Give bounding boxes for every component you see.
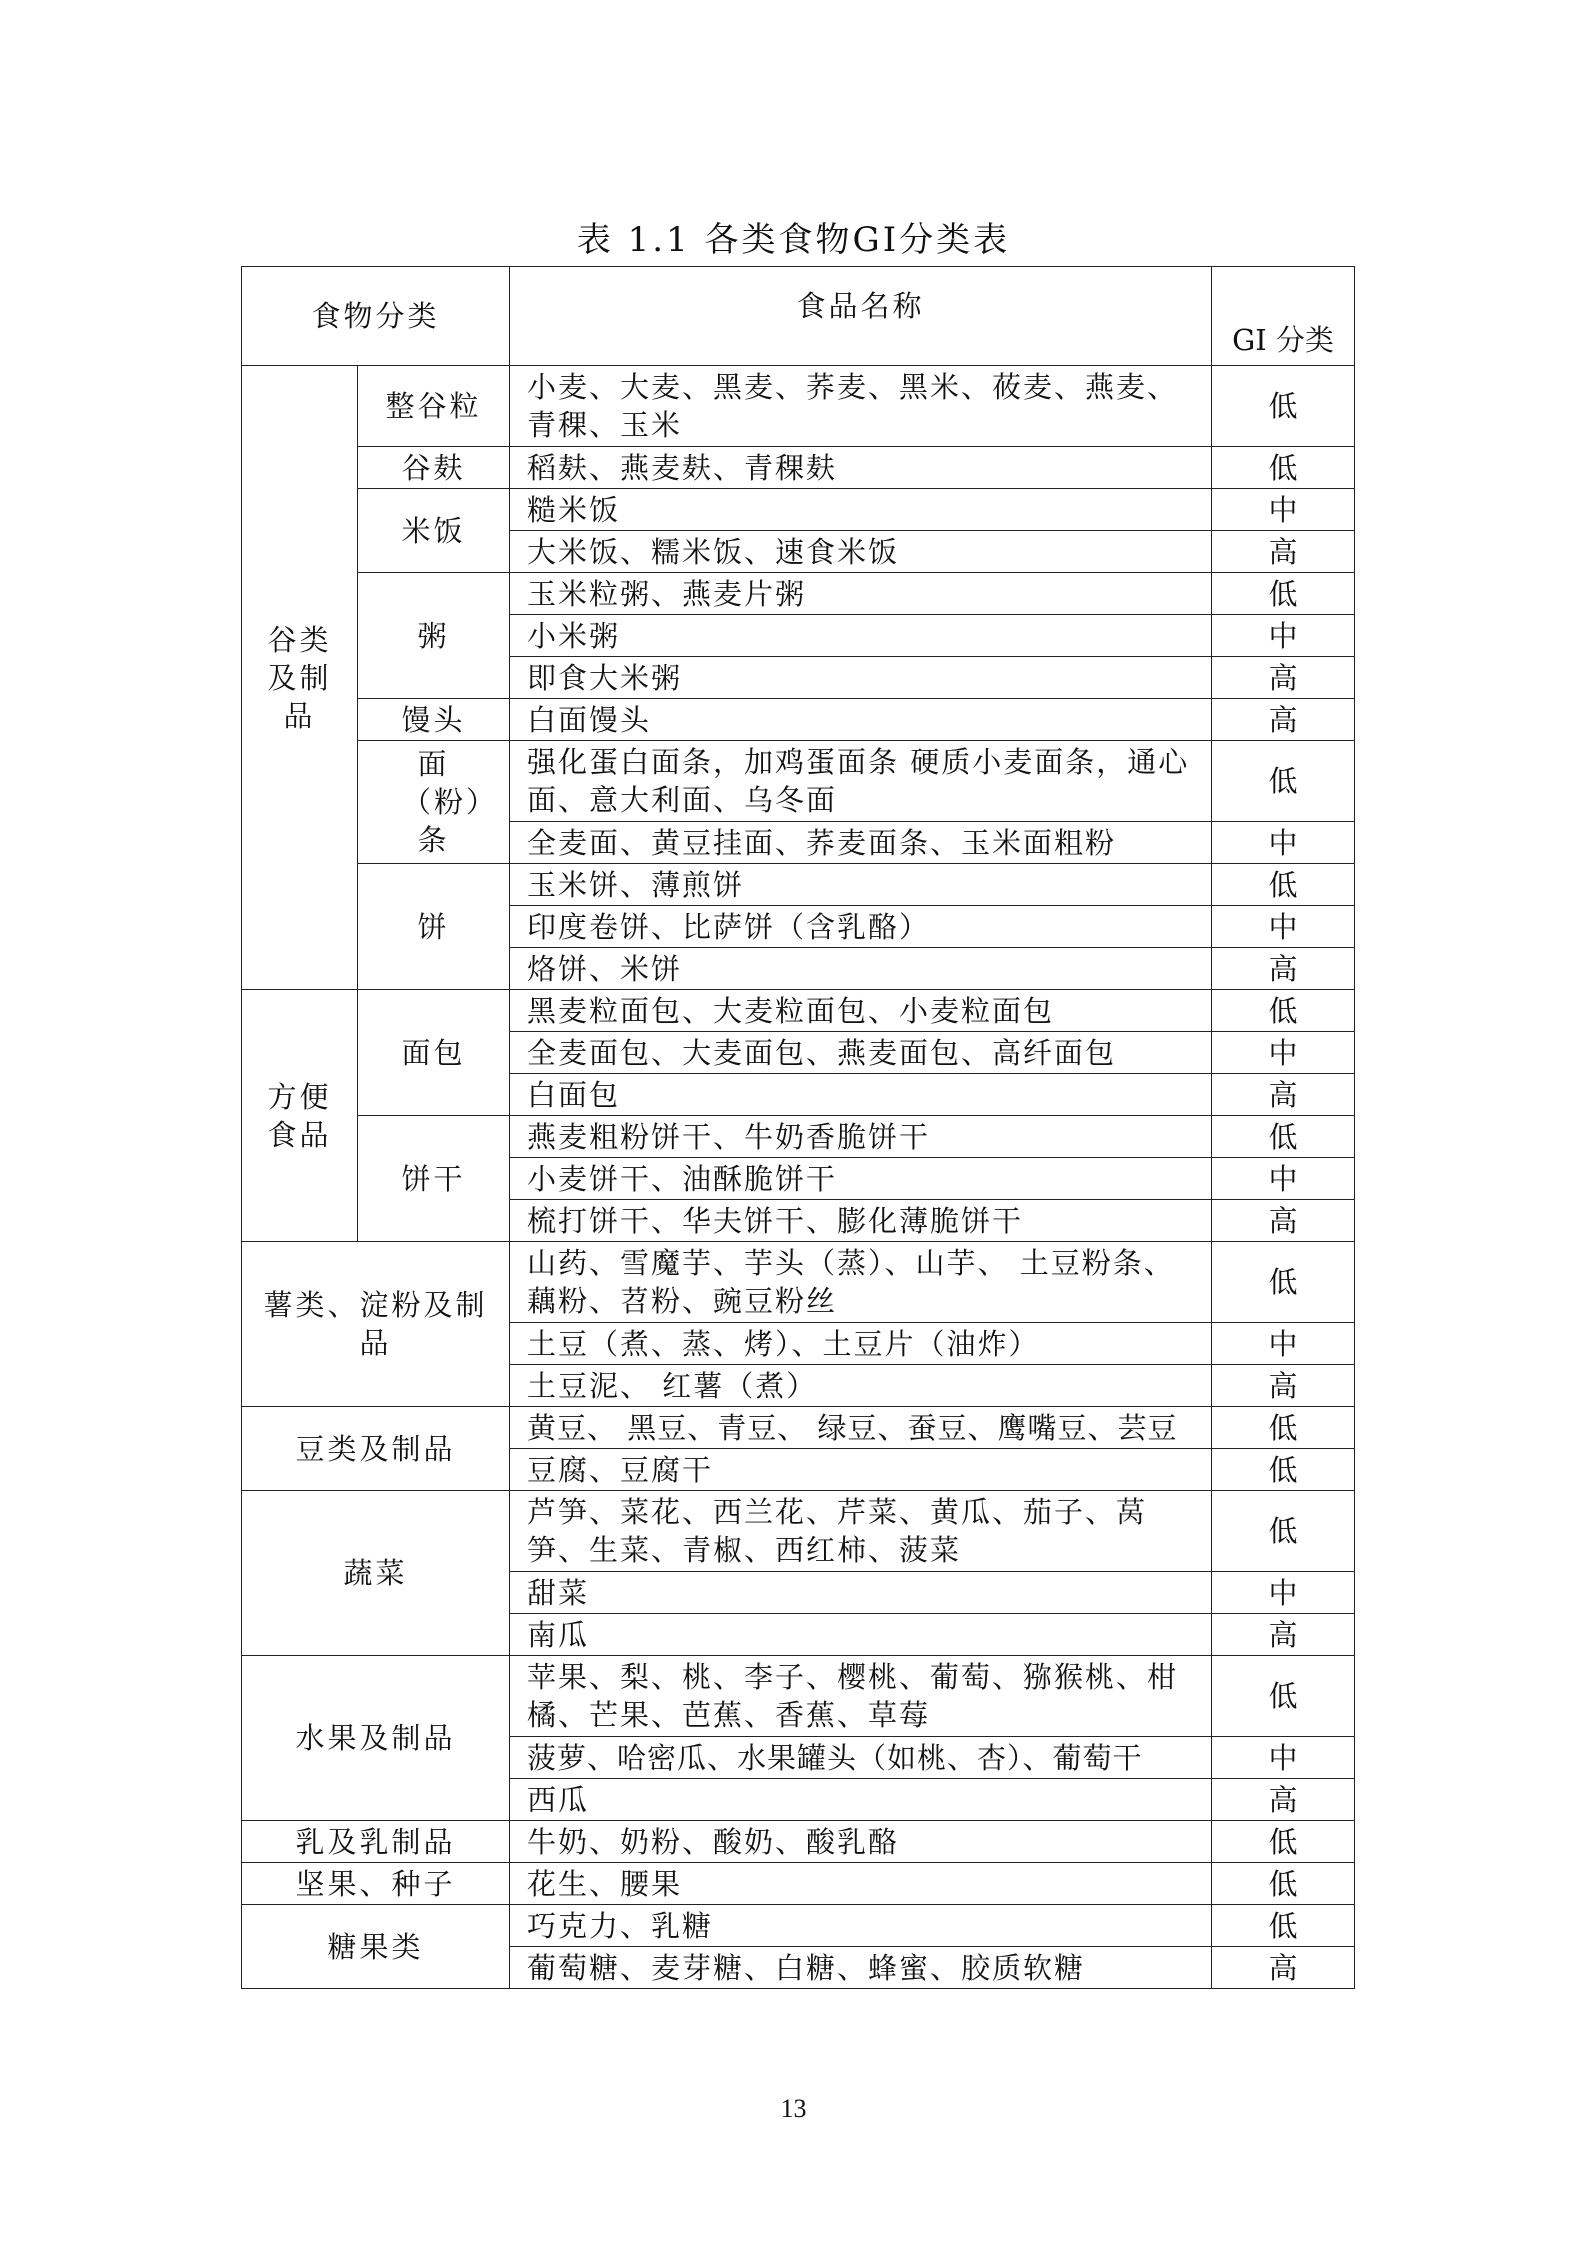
group-cell: 豆类及制品 (242, 1407, 510, 1491)
group-cell: 糖果类 (242, 1905, 510, 1989)
food-name-cell: 大米饭、糯米饭、速食米饭 (510, 531, 1212, 573)
gi-cell: 低 (1212, 1821, 1355, 1863)
food-name-cell: 印度卷饼、比萨饼（含乳酪） (510, 906, 1212, 948)
food-name-cell: 小麦饼干、油酥脆饼干 (510, 1158, 1212, 1200)
food-name-cell: 黑麦粒面包、大麦粒面包、小麦粒面包 (510, 990, 1212, 1032)
group-cell: 乳及乳制品 (242, 1821, 510, 1863)
gi-cell: 低 (1212, 864, 1355, 906)
food-name-cell: 土豆（煮、蒸、烤）、土豆片（油炸） (510, 1323, 1212, 1365)
subgroup-cell: 馒头 (358, 699, 510, 741)
gi-cell: 中 (1212, 489, 1355, 531)
header-gi: GI 分类 (1212, 267, 1355, 366)
subgroup-cell: 面包 (358, 990, 510, 1116)
food-name-cell: 西瓜 (510, 1779, 1212, 1821)
food-name-cell: 土豆泥、 红薯（煮） (510, 1365, 1212, 1407)
gi-cell: 低 (1212, 1449, 1355, 1491)
subgroup-cell: 粥 (358, 573, 510, 699)
table-row (242, 699, 1355, 741)
gi-cell: 中 (1212, 1158, 1355, 1200)
table-row (242, 447, 1355, 489)
header-food-name: 食品名称 (510, 267, 1212, 366)
food-name-cell: 芦笋、菜花、西兰花、芹菜、黄瓜、茄子、莴笋、生菜、青椒、西红柿、菠菜 (510, 1491, 1212, 1572)
gi-cell: 高 (1212, 1074, 1355, 1116)
food-name-cell: 豆腐、豆腐干 (510, 1449, 1212, 1491)
food-name-cell: 糙米饭 (510, 489, 1212, 531)
gi-cell: 高 (1212, 1779, 1355, 1821)
gi-cell: 中 (1212, 1323, 1355, 1365)
food-name-cell: 苹果、梨、桃、李子、樱桃、葡萄、猕猴桃、柑橘、芒果、芭蕉、香蕉、草莓 (510, 1656, 1212, 1737)
food-name-cell: 玉米饼、薄煎饼 (510, 864, 1212, 906)
gi-cell: 高 (1212, 699, 1355, 741)
gi-cell: 低 (1212, 1242, 1355, 1323)
subgroup-cell: 饼干 (358, 1116, 510, 1242)
gi-cell: 高 (1212, 1614, 1355, 1656)
food-name-cell: 全麦面、黄豆挂面、荞麦面条、玉米面粗粉 (510, 822, 1212, 864)
food-name-cell: 全麦面包、大麦面包、燕麦面包、高纤面包 (510, 1032, 1212, 1074)
food-name-cell: 烙饼、米饼 (510, 948, 1212, 990)
food-name-cell: 燕麦粗粉饼干、牛奶香脆饼干 (510, 1116, 1212, 1158)
table-row (242, 366, 1355, 447)
gi-cell: 高 (1212, 657, 1355, 699)
gi-cell: 低 (1212, 1656, 1355, 1737)
table-row (242, 1242, 1355, 1323)
gi-cell: 低 (1212, 447, 1355, 489)
food-name-cell: 小米粥 (510, 615, 1212, 657)
subgroup-cell: 米饭 (358, 489, 510, 573)
food-name-cell: 白面馒头 (510, 699, 1212, 741)
table-row (242, 990, 1355, 1032)
gi-classification-table (241, 266, 1355, 1989)
group-cell: 坚果、种子 (242, 1863, 510, 1905)
food-name-cell: 葡萄糖、麦芽糖、白糖、蜂蜜、胶质软糖 (510, 1947, 1212, 1989)
food-name-cell: 南瓜 (510, 1614, 1212, 1656)
table-row (242, 864, 1355, 906)
gi-cell: 高 (1212, 1947, 1355, 1989)
gi-cell: 高 (1212, 948, 1355, 990)
gi-cell: 低 (1212, 990, 1355, 1032)
gi-cell: 中 (1212, 906, 1355, 948)
food-name-cell: 牛奶、奶粉、酸奶、酸乳酪 (510, 1821, 1212, 1863)
gi-cell: 低 (1212, 1407, 1355, 1449)
subgroup-cell: 饼 (358, 864, 510, 990)
gi-cell: 中 (1212, 615, 1355, 657)
table-row (242, 1656, 1355, 1737)
food-name-cell: 花生、腰果 (510, 1863, 1212, 1905)
food-name-cell: 玉米粒粥、燕麦片粥 (510, 573, 1212, 615)
table-row (242, 741, 1355, 822)
subgroup-cell: 谷麸 (358, 447, 510, 489)
table-row (242, 1821, 1355, 1863)
table-row (242, 1863, 1355, 1905)
subgroup-cell: 整谷粒 (358, 366, 510, 447)
food-name-cell: 即食大米粥 (510, 657, 1212, 699)
food-name-cell: 白面包 (510, 1074, 1212, 1116)
table-row (242, 1491, 1355, 1572)
gi-cell: 低 (1212, 1116, 1355, 1158)
table-row (242, 1905, 1355, 1947)
group-cell: 薯类、淀粉及制品 (242, 1242, 510, 1407)
food-name-cell: 山药、雪魔芋、芋头（蒸）、山芋、 土豆粉条、藕粉、苕粉、豌豆粉丝 (510, 1242, 1212, 1323)
group-cell: 水果及制品 (242, 1656, 510, 1821)
header-category: 食物分类 (242, 267, 510, 366)
food-name-cell: 小麦、大麦、黑麦、荞麦、黑米、莜麦、燕麦、青稞、玉米 (510, 366, 1212, 447)
table-row (242, 1116, 1355, 1158)
food-name-cell: 强化蛋白面条，加鸡蛋面条 硬质小麦面条，通心面、意大利面、乌冬面 (510, 741, 1212, 822)
gi-cell: 中 (1212, 1737, 1355, 1779)
subgroup-cell: 面（粉）条 (358, 741, 510, 864)
gi-cell: 高 (1212, 531, 1355, 573)
gi-cell: 低 (1212, 741, 1355, 822)
page-number: 13 (780, 2094, 807, 2123)
group-cell: 方便食品 (242, 990, 358, 1242)
gi-cell: 低 (1212, 573, 1355, 615)
gi-cell: 中 (1212, 1572, 1355, 1614)
food-name-cell: 甜菜 (510, 1572, 1212, 1614)
gi-cell: 低 (1212, 366, 1355, 447)
food-name-cell: 黄豆、 黑豆、青豆、 绿豆、蚕豆、鹰嘴豆、芸豆 (510, 1407, 1212, 1449)
gi-cell: 中 (1212, 1032, 1355, 1074)
group-cell: 谷类及制品 (242, 366, 358, 990)
food-name-cell: 巧克力、乳糖 (510, 1905, 1212, 1947)
group-cell: 蔬菜 (242, 1491, 510, 1656)
table-row (242, 489, 1355, 531)
table-row (242, 1407, 1355, 1449)
gi-cell: 中 (1212, 822, 1355, 864)
table-caption: 表 1.1 各类食物GI分类表 (576, 220, 1011, 260)
food-name-cell: 梳打饼干、华夫饼干、膨化薄脆饼干 (510, 1200, 1212, 1242)
food-name-cell: 菠萝、哈密瓜、水果罐头（如桃、杏）、葡萄干 (510, 1737, 1212, 1779)
food-name-cell: 稻麸、燕麦麸、青稞麸 (510, 447, 1212, 489)
table-row (242, 573, 1355, 615)
gi-cell: 低 (1212, 1863, 1355, 1905)
gi-cell: 低 (1212, 1491, 1355, 1572)
gi-cell: 低 (1212, 1905, 1355, 1947)
gi-cell: 高 (1212, 1365, 1355, 1407)
gi-cell: 高 (1212, 1200, 1355, 1242)
